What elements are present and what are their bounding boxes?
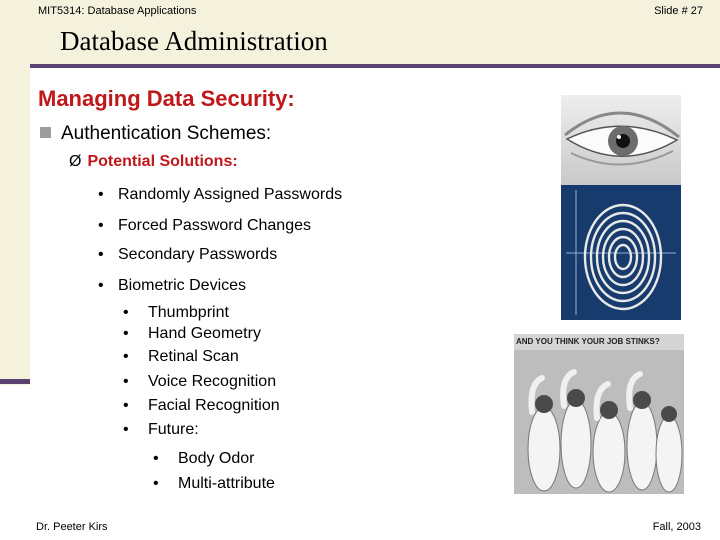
list-item: • Retinal Scan [123,348,239,365]
dot-bullet-icon: • [98,246,104,263]
biometric-image [561,95,681,320]
list-item: • Voice Recognition [123,373,277,390]
slide-title: Database Administration [60,26,328,56]
square-bullet-icon [40,127,51,138]
dot-bullet-icon: • [153,450,159,467]
list-item: • Biometric Devices [98,277,247,294]
bullet-text: Authentication Schemes: [61,123,272,144]
list-item: • Future: [123,421,199,438]
list-item: • Thumbprint [123,304,229,321]
arrow-bullet-icon: Ø [69,153,82,170]
footer-author: Dr. Peeter Kirs [36,521,108,533]
list-item: • Facial Recognition [123,397,280,414]
footer-term: Fall, 2003 [652,521,701,533]
left-accent-rule [0,379,30,384]
list-item: • Randomly Assigned Passwords [98,186,343,203]
course-label: MIT5314: Database Applications [38,5,197,17]
list-item: • Hand Geometry [123,325,261,342]
dot-bullet-icon: • [123,421,129,438]
dot-bullet-icon: • [123,397,129,414]
group-photo [514,334,684,494]
dot-bullet-icon: • [98,277,104,294]
dot-bullet-icon: • [123,348,129,365]
dot-bullet-icon: • [123,373,129,390]
bullet-text: Potential Solutions: [87,153,238,170]
photo-caption: AND YOU THINK YOUR JOB STINKS? [516,337,660,346]
bullet-authentication [40,123,271,145]
list-item: • Multi-attribute [153,475,275,492]
dot-bullet-icon: • [153,475,159,492]
slide-number: Slide # 27 [654,5,703,17]
dot-bullet-icon: • [123,325,129,342]
slide-subtitle: Managing Data Security: [38,86,295,111]
eye-fingerprint-icon [561,95,681,320]
list-item: • Forced Password Changes [98,217,311,234]
list-item: • Secondary Passwords [98,246,278,263]
title-rule [30,64,720,68]
dot-bullet-icon: • [123,304,129,321]
dot-bullet-icon: • [98,186,104,203]
left-accent-bar [0,0,30,385]
list-item: • Body Odor [153,450,255,467]
workers-photo-icon [514,334,684,494]
dot-bullet-icon: • [98,217,104,234]
bullet-potential-solutions [69,153,238,171]
